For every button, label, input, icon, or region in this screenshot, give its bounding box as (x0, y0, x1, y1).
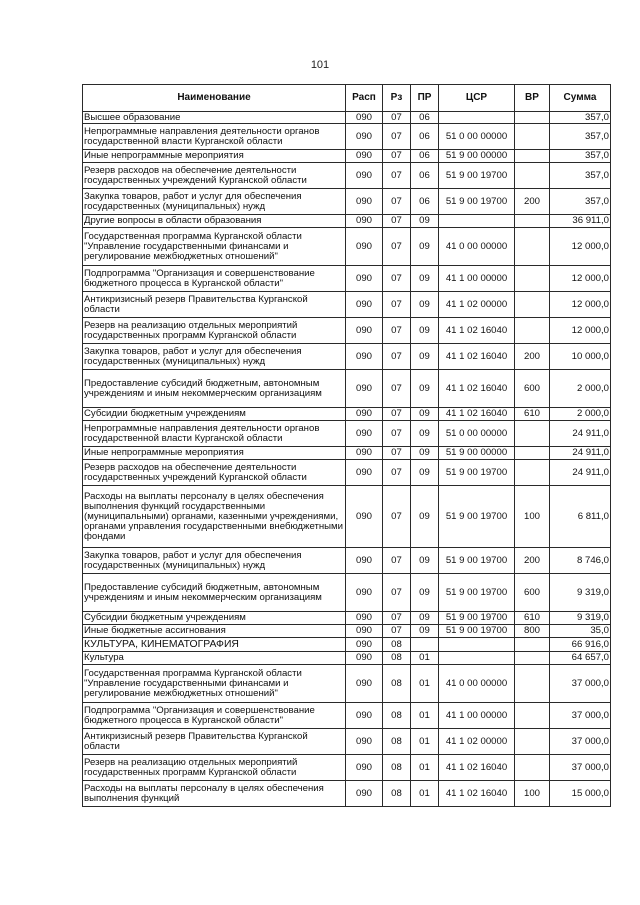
row-rasp-cell: 090 (346, 408, 383, 421)
row-pr-cell: 09 (411, 612, 439, 625)
row-vr-cell: 100 (515, 486, 550, 548)
row-sum-cell: 9 319,0 (550, 612, 611, 625)
table-row (83, 318, 611, 344)
row-name-cell: Подпрограмма "Организация и совершенствование бюджетного процесса в Курганской области" (83, 266, 346, 292)
row-pr-cell: 09 (411, 447, 439, 460)
table-row (83, 486, 611, 548)
row-csr-cell: 41 1 02 16040 (439, 755, 515, 781)
row-rz-cell: 07 (383, 612, 411, 625)
row-csr-cell: 51 9 00 19700 (439, 574, 515, 612)
row-rz-cell: 07 (383, 292, 411, 318)
row-rasp-cell: 090 (346, 755, 383, 781)
table-row (83, 652, 611, 665)
row-rasp-cell: 090 (346, 189, 383, 215)
row-rasp-cell: 090 (346, 318, 383, 344)
row-name-cell: Антикризисный резерв Правительства Курганской области (83, 729, 346, 755)
row-vr-cell (515, 318, 550, 344)
row-name-cell: Расходы на выплаты персоналу в целях обеспечения выполнения функций (83, 781, 346, 807)
row-name-cell: Иные непрограммные мероприятия (83, 150, 346, 163)
row-rasp-cell: 090 (346, 486, 383, 548)
table-row (83, 189, 611, 215)
row-rz-cell: 07 (383, 460, 411, 486)
row-sum-cell: 24 911,0 (550, 421, 611, 447)
row-csr-cell (439, 112, 515, 124)
header-sum: Сумма (550, 85, 611, 112)
row-vr-cell (515, 638, 550, 652)
row-sum-cell: 2 000,0 (550, 408, 611, 421)
row-name-cell: КУЛЬТУРА, КИНЕМАТОГРАФИЯ (83, 638, 346, 652)
row-csr-cell: 51 9 00 19700 (439, 163, 515, 189)
row-pr-cell: 01 (411, 781, 439, 807)
row-rz-cell: 08 (383, 665, 411, 703)
row-pr-cell: 06 (411, 112, 439, 124)
row-rasp-cell: 090 (346, 150, 383, 163)
table-row (83, 266, 611, 292)
table-row (83, 638, 611, 652)
row-vr-cell (515, 665, 550, 703)
table-row (83, 703, 611, 729)
table-row (83, 370, 611, 408)
row-sum-cell: 2 000,0 (550, 370, 611, 408)
row-name-cell: Закупка товаров, работ и услуг для обеспечения государственных (муниципальных) нужд (83, 189, 346, 215)
row-name-cell: Резерв расходов на обеспечение деятельности государственных учреждений Курганской области (83, 460, 346, 486)
row-rz-cell: 07 (383, 421, 411, 447)
row-rasp-cell: 090 (346, 729, 383, 755)
table-row (83, 150, 611, 163)
row-name-cell: Непрограммные направления деятельности органов государственной власти Курганской области (83, 124, 346, 150)
row-vr-cell (515, 447, 550, 460)
row-csr-cell: 41 1 02 16040 (439, 344, 515, 370)
table-row (83, 781, 611, 807)
table-row (83, 447, 611, 460)
row-rz-cell: 07 (383, 447, 411, 460)
table-row (83, 460, 611, 486)
row-rasp-cell: 090 (346, 638, 383, 652)
table-row (83, 612, 611, 625)
row-rz-cell: 07 (383, 548, 411, 574)
row-sum-cell: 64 657,0 (550, 652, 611, 665)
row-pr-cell: 06 (411, 124, 439, 150)
row-name-cell: Субсидии бюджетным учреждениям (83, 408, 346, 421)
header-pr: ПР (411, 85, 439, 112)
row-pr-cell: 09 (411, 408, 439, 421)
row-rasp-cell: 090 (346, 215, 383, 228)
row-rasp-cell: 090 (346, 124, 383, 150)
row-vr-cell (515, 124, 550, 150)
row-csr-cell: 51 9 00 19700 (439, 486, 515, 548)
table-row (83, 112, 611, 124)
table-row (83, 421, 611, 447)
row-name-cell: Государственная программа Курганской области "Управление государственными финансами и регулирование межбюджетных отношений" (83, 228, 346, 266)
row-name-cell: Антикризисный резерв Правительства Курганской области (83, 292, 346, 318)
table-row (83, 408, 611, 421)
row-csr-cell: 51 9 00 00000 (439, 150, 515, 163)
row-pr-cell: 06 (411, 150, 439, 163)
row-csr-cell: 51 9 00 00000 (439, 447, 515, 460)
row-sum-cell: 24 911,0 (550, 447, 611, 460)
table-row (83, 755, 611, 781)
row-vr-cell (515, 460, 550, 486)
table-header-row (83, 85, 611, 112)
row-rasp-cell: 090 (346, 703, 383, 729)
row-name-cell: Культура (83, 652, 346, 665)
row-rz-cell: 07 (383, 112, 411, 124)
row-pr-cell: 09 (411, 625, 439, 638)
row-sum-cell: 357,0 (550, 150, 611, 163)
row-vr-cell: 610 (515, 408, 550, 421)
row-name-cell: Государственная программа Курганской области "Управление государственными финансами и регулирование межбюджетных отношений" (83, 665, 346, 703)
row-name-cell: Расходы на выплаты персоналу в целях обеспечения выполнения функций государственными (муниципальными) органами, казенными учреждениями, органами управления государственными внебюджетными фондами (83, 486, 346, 548)
row-pr-cell: 01 (411, 729, 439, 755)
row-pr-cell: 01 (411, 755, 439, 781)
row-sum-cell: 36 911,0 (550, 215, 611, 228)
row-sum-cell: 15 000,0 (550, 781, 611, 807)
row-rasp-cell: 090 (346, 163, 383, 189)
row-rz-cell: 08 (383, 703, 411, 729)
row-csr-cell: 41 1 02 16040 (439, 781, 515, 807)
row-name-cell: Подпрограмма "Организация и совершенствование бюджетного процесса в Курганской области" (83, 703, 346, 729)
row-csr-cell: 51 9 00 19700 (439, 460, 515, 486)
row-pr-cell: 09 (411, 548, 439, 574)
row-sum-cell: 9 319,0 (550, 574, 611, 612)
row-pr-cell: 09 (411, 574, 439, 612)
row-rasp-cell: 090 (346, 574, 383, 612)
row-rz-cell: 07 (383, 228, 411, 266)
row-rasp-cell: 090 (346, 112, 383, 124)
header-csr: ЦСР (439, 85, 515, 112)
row-rz-cell: 07 (383, 370, 411, 408)
table-row (83, 163, 611, 189)
table-row (83, 215, 611, 228)
row-vr-cell: 200 (515, 548, 550, 574)
row-vr-cell: 100 (515, 781, 550, 807)
row-vr-cell (515, 292, 550, 318)
table-row (83, 625, 611, 638)
row-sum-cell: 6 811,0 (550, 486, 611, 548)
row-vr-cell (515, 703, 550, 729)
row-pr-cell: 09 (411, 460, 439, 486)
row-pr-cell: 09 (411, 292, 439, 318)
header-vr: ВР (515, 85, 550, 112)
row-rz-cell: 07 (383, 189, 411, 215)
row-rz-cell: 07 (383, 124, 411, 150)
row-pr-cell: 01 (411, 703, 439, 729)
row-rz-cell: 07 (383, 486, 411, 548)
row-vr-cell (515, 421, 550, 447)
row-vr-cell: 600 (515, 574, 550, 612)
row-rasp-cell: 090 (346, 548, 383, 574)
row-rz-cell: 07 (383, 318, 411, 344)
row-csr-cell: 41 1 02 16040 (439, 318, 515, 344)
row-pr-cell (411, 638, 439, 652)
row-vr-cell (515, 163, 550, 189)
row-rasp-cell: 090 (346, 652, 383, 665)
header-rasp: Расп (346, 85, 383, 112)
row-rz-cell: 07 (383, 574, 411, 612)
row-name-cell: Закупка товаров, работ и услуг для обеспечения государственных (муниципальных) нужд (83, 548, 346, 574)
row-vr-cell (515, 215, 550, 228)
row-rz-cell: 08 (383, 781, 411, 807)
row-rz-cell: 08 (383, 729, 411, 755)
row-pr-cell: 09 (411, 318, 439, 344)
row-name-cell: Иные бюджетные ассигнования (83, 625, 346, 638)
row-csr-cell: 51 9 00 19700 (439, 625, 515, 638)
row-sum-cell: 12 000,0 (550, 292, 611, 318)
row-csr-cell: 41 1 00 00000 (439, 703, 515, 729)
row-vr-cell: 610 (515, 612, 550, 625)
table-row (83, 228, 611, 266)
row-sum-cell: 35,0 (550, 625, 611, 638)
table-row (83, 665, 611, 703)
row-sum-cell: 12 000,0 (550, 318, 611, 344)
row-name-cell: Непрограммные направления деятельности органов государственной власти Курганской области (83, 421, 346, 447)
row-sum-cell: 37 000,0 (550, 703, 611, 729)
row-vr-cell (515, 755, 550, 781)
row-sum-cell: 37 000,0 (550, 755, 611, 781)
row-pr-cell: 01 (411, 652, 439, 665)
row-pr-cell: 09 (411, 421, 439, 447)
row-rz-cell: 07 (383, 625, 411, 638)
row-csr-cell: 51 9 00 19700 (439, 189, 515, 215)
row-csr-cell (439, 652, 515, 665)
row-pr-cell: 09 (411, 215, 439, 228)
row-name-cell: Закупка товаров, работ и услуг для обеспечения государственных (муниципальных) нужд (83, 344, 346, 370)
row-name-cell: Резерв расходов на обеспечение деятельности государственных учреждений Курганской области (83, 163, 346, 189)
row-csr-cell: 41 0 00 00000 (439, 228, 515, 266)
row-name-cell: Предоставление субсидий бюджетным, автономным учреждениям и иным некоммерческим организациям (83, 370, 346, 408)
row-vr-cell: 200 (515, 344, 550, 370)
table-body (83, 112, 611, 807)
row-csr-cell (439, 215, 515, 228)
row-sum-cell: 24 911,0 (550, 460, 611, 486)
row-vr-cell: 600 (515, 370, 550, 408)
row-name-cell: Высшее образование (83, 112, 346, 124)
row-rasp-cell: 090 (346, 612, 383, 625)
table-row (83, 344, 611, 370)
row-pr-cell: 01 (411, 665, 439, 703)
row-rasp-cell: 090 (346, 292, 383, 318)
row-csr-cell: 51 0 00 00000 (439, 421, 515, 447)
row-vr-cell (515, 652, 550, 665)
row-rasp-cell: 090 (346, 370, 383, 408)
row-rasp-cell: 090 (346, 460, 383, 486)
header-name: Наименование (83, 85, 346, 112)
row-sum-cell: 37 000,0 (550, 729, 611, 755)
row-vr-cell (515, 228, 550, 266)
row-csr-cell: 41 1 02 16040 (439, 408, 515, 421)
row-rz-cell: 07 (383, 266, 411, 292)
row-rasp-cell: 090 (346, 228, 383, 266)
row-rasp-cell: 090 (346, 781, 383, 807)
row-csr-cell: 41 0 00 00000 (439, 665, 515, 703)
row-csr-cell: 51 9 00 19700 (439, 612, 515, 625)
row-rasp-cell: 090 (346, 447, 383, 460)
header-rz: Рз (383, 85, 411, 112)
row-rz-cell: 08 (383, 755, 411, 781)
row-name-cell: Предоставление субсидий бюджетным, автономным учреждениям и иным некоммерческим организациям (83, 574, 346, 612)
page-number: 101 (310, 59, 330, 71)
row-sum-cell: 357,0 (550, 124, 611, 150)
table-row (83, 574, 611, 612)
row-csr-cell: 41 1 02 00000 (439, 292, 515, 318)
row-vr-cell (515, 150, 550, 163)
row-pr-cell: 09 (411, 486, 439, 548)
table-row (83, 124, 611, 150)
row-sum-cell: 10 000,0 (550, 344, 611, 370)
row-rz-cell: 07 (383, 344, 411, 370)
row-sum-cell: 37 000,0 (550, 665, 611, 703)
row-rasp-cell: 090 (346, 266, 383, 292)
row-csr-cell: 41 1 00 00000 (439, 266, 515, 292)
row-vr-cell: 800 (515, 625, 550, 638)
table-row (83, 548, 611, 574)
row-pr-cell: 06 (411, 163, 439, 189)
row-csr-cell: 51 9 00 19700 (439, 548, 515, 574)
row-pr-cell: 06 (411, 189, 439, 215)
row-csr-cell: 51 0 00 00000 (439, 124, 515, 150)
row-sum-cell: 12 000,0 (550, 266, 611, 292)
row-sum-cell: 66 916,0 (550, 638, 611, 652)
row-vr-cell (515, 266, 550, 292)
row-vr-cell: 200 (515, 189, 550, 215)
row-sum-cell: 8 746,0 (550, 548, 611, 574)
row-sum-cell: 357,0 (550, 112, 611, 124)
row-sum-cell: 357,0 (550, 163, 611, 189)
row-pr-cell: 09 (411, 266, 439, 292)
row-vr-cell (515, 729, 550, 755)
row-rz-cell: 07 (383, 163, 411, 189)
row-pr-cell: 09 (411, 344, 439, 370)
row-pr-cell: 09 (411, 370, 439, 408)
table-row (83, 729, 611, 755)
row-name-cell: Другие вопросы в области образования (83, 215, 346, 228)
row-rz-cell: 08 (383, 638, 411, 652)
row-name-cell: Субсидии бюджетным учреждениям (83, 612, 346, 625)
row-rz-cell: 07 (383, 215, 411, 228)
table-row (83, 292, 611, 318)
row-rasp-cell: 090 (346, 665, 383, 703)
row-rz-cell: 07 (383, 408, 411, 421)
row-rasp-cell: 090 (346, 421, 383, 447)
row-vr-cell (515, 112, 550, 124)
row-rasp-cell: 090 (346, 625, 383, 638)
row-sum-cell: 12 000,0 (550, 228, 611, 266)
row-name-cell: Резерв на реализацию отдельных мероприятий государственных программ Курганской области (83, 755, 346, 781)
row-rz-cell: 07 (383, 150, 411, 163)
budget-table (82, 84, 611, 807)
row-rz-cell: 08 (383, 652, 411, 665)
row-csr-cell: 41 1 02 16040 (439, 370, 515, 408)
row-pr-cell: 09 (411, 228, 439, 266)
row-sum-cell: 357,0 (550, 189, 611, 215)
row-name-cell: Резерв на реализацию отдельных мероприятий государственных программ Курганской области (83, 318, 346, 344)
row-csr-cell: 41 1 02 00000 (439, 729, 515, 755)
row-csr-cell (439, 638, 515, 652)
row-name-cell: Иные непрограммные мероприятия (83, 447, 346, 460)
row-rasp-cell: 090 (346, 344, 383, 370)
